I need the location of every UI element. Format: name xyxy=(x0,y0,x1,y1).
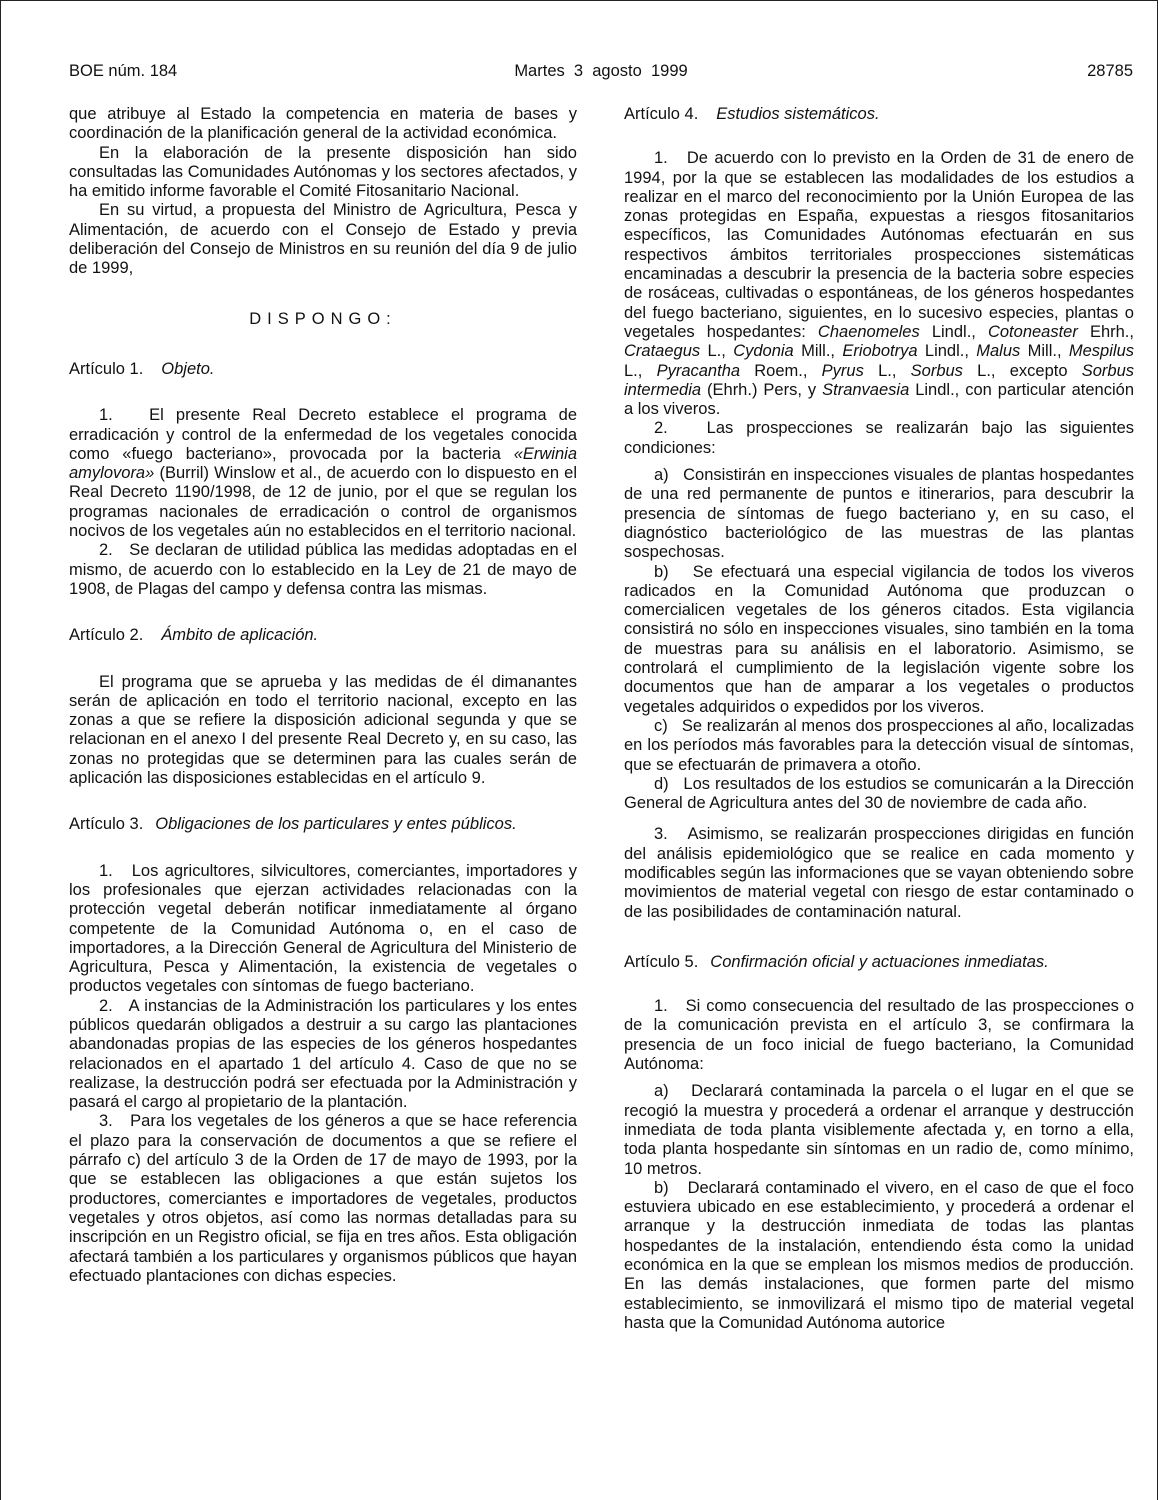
article-number: Artículo 3. xyxy=(69,815,144,834)
paragraph xyxy=(69,406,582,541)
article-1-heading xyxy=(69,360,577,379)
left-column xyxy=(69,105,582,1286)
genus-name: Malus xyxy=(976,342,1021,361)
article-title: Objeto. xyxy=(161,359,215,378)
paragraph: 2. Las prospecciones se realizarán bajo las siguientes condiciones: xyxy=(624,419,1139,457)
genus-name: Pyracantha xyxy=(656,361,741,380)
paragraph: 2. A instancias de la Administración los particulares y los entes públicos quedarán obligados a destruir a su cargo las plantaciones abandonadas propias de las especies de los géneros hospedantes relacionados en el apartado 1 del artículo 4. Caso de que no se realizase, la destrucción podrá ser efectuada por la Administración y pasará el cargo al propietario de la plantación. xyxy=(69,996,582,1112)
paragraph: c) Se realizarán al menos dos prospecciones al año, localizadas en los períodos más favorables para la detección visual de síntomas, que se efectuarán de primavera a otoño. xyxy=(624,716,1139,774)
article-4-heading xyxy=(624,105,1134,124)
paragraph: En la elaboración de la presente disposición han sido consultadas las Comunidades Autónomas y los sectores afectados, y ha emitido informe favorable el Comité Fitosanitario Nacional. xyxy=(69,143,577,201)
paragraph: a) Declarará contaminada la parcela o el lugar en el que se recogió la muestra y procederá a ordenar el arranque y destrucción inmediata de toda planta visiblemente afectada y, en torno a ella, toda planta hospedante sin síntomas en un radio de, como mínimo, 10 metros. xyxy=(624,1082,1139,1178)
paragraph: 1. Si como consecuencia del resultado de las prospecciones o de la comunicación prevista en el artículo 3, se confirmara la presencia de un foco inicial de fuego bacteriano, la Comunidad Autónoma: xyxy=(624,997,1139,1074)
paragraph: 3. Para los vegetales de los géneros a que se hace referencia el plazo para la conservación de documentos a que se refiere el párrafo c) del artículo 3 de la Orden de 17 de mayo de 1993, por la que se establecen las obligaciones a que están sujetos los productores, comerciantes e importadores de vegetales, productos vegetales y otros objetos, así como las normas detalladas para su inscripción en un Registro oficial, se fija en tres años. Esta obligación afectará también a los particulares y organismos públicos que hayan efectuado plantaciones con dichas especies. xyxy=(69,1112,582,1285)
paragraph: En su virtud, a propuesta del Ministro de Agricultura, Pesca y Alimentación, de acuerdo con el Consejo de Estado y previa deliberación del Consejo de Ministros en su reunión del día 9 de julio de 1999, xyxy=(69,201,577,278)
genus-name: Mespilus xyxy=(1068,342,1134,361)
genus-name: Pyrus xyxy=(821,361,864,380)
article-title: Confirmación oficial y actuaciones inmediatas. xyxy=(710,952,1049,971)
paragraph: b) Se efectuará una especial vigilancia de todos los viveros radicados en la Comunidad Autónoma que produzcan o comercialicen vegetales de los géneros citados. Esta vigilancia consistirá no sólo en inspecciones visuales, sino también en la toma de muestras para su análisis en el laboratorio. Asimismo, se controlará el cumplimiento de la legislación vigente sobre los documentos que han de amparar a los vegetales o productos vegetales adquiridos o expedidos por los viveros. xyxy=(624,562,1139,716)
text-run: Mill., xyxy=(793,342,843,361)
genus-name: Sorbus xyxy=(910,361,963,380)
dispongo-heading: DISPONGO: xyxy=(249,309,397,328)
genus-name: Sorbus intermedia xyxy=(624,361,1139,399)
paragraph: b) Declarará contaminado el vivero, en el caso de que el foco estuviera ubicado en ese establecimiento, y procederá a ordenar el arranque y la destrucción inmediata de todas las plantas hospedantes de la instalación, entendiendo ésta como la unidad económica en la que se emplean los mismos medios de producción. En las demás instalaciones, que formen parte del mismo establecimiento, se inmovilizará el mismo tipo de material vegetal hasta que la Comunidad Autónoma autorice xyxy=(624,1178,1139,1332)
genus-name: Cotoneaster xyxy=(987,322,1078,341)
article-title: Estudios sistemáticos. xyxy=(716,105,880,123)
header-page-number: 28785 xyxy=(1087,62,1133,80)
text-run: Lindl., xyxy=(917,342,977,361)
article-number: Artículo 5. xyxy=(624,952,699,971)
page-header xyxy=(69,62,1133,84)
article-2-heading xyxy=(69,626,577,645)
text-run: Lindl., con particular atención a los viveros. xyxy=(624,380,1139,419)
genus-name: Crataegus xyxy=(624,342,701,361)
paragraph xyxy=(624,149,1139,419)
header-publication: BOE núm. 184 xyxy=(69,62,178,80)
paragraph: d) Los resultados de los estudios se comunicarán a la Dirección General de Agricultura antes del 30 de noviembre de cada año. xyxy=(624,774,1139,813)
genus-name: Cydonia xyxy=(733,342,794,361)
paragraph: 1. Los agricultores, silvicultores, comerciantes, importadores y los profesionales que ejerzan actividades relacionadas con la protección vegetal deberán notificar inmediatamente al órgano competente de la Comunidad Autónoma o, en el caso de importadores, a la Dirección General de Agricultura del Ministerio de Agricultura, Pesca y Alimentación, la existencia de vegetales o productos vegetales con síntomas de fuego bacteriano. xyxy=(69,861,582,996)
genus-name: Stranvaesia xyxy=(822,380,910,399)
article-number: Artículo 1. xyxy=(69,359,144,378)
text-run: Ehrh., xyxy=(1077,322,1139,341)
text-run: 1. De acuerdo con lo previsto en la Orden de 31 de enero de 1994, por la que se establecen las modalidades de los estudios a realizar en el marco del reconocimiento por la Unión Europea de las zonas protegidas en España, expuestas a riesgos fitosanitarios específicos, las Comunidades Autónomas efectuarán en sus respectivos ámbitos territoriales prospecciones sistemáticas encaminadas a descubrir la presencia de la bacteria sobre especies de rosáceas, cultivadas o espontáneas, de los géneros hospedantes del fuego bacteriano, siguientes, en lo sucesivo especies, plantas o vegetales hospedantes: xyxy=(624,149,1139,341)
text-run: (Ehrh.) Pers, y xyxy=(701,380,823,399)
text-run: Mill., xyxy=(1020,342,1069,361)
article-title: Ámbito de aplicación. xyxy=(161,626,319,645)
article-3-heading xyxy=(69,815,577,834)
text-run: L., excepto xyxy=(962,361,1082,380)
genus-name: Chaenomeles xyxy=(817,322,920,341)
article-title: Obligaciones de los particulares y entes públicos. xyxy=(155,815,517,834)
header-date: Martes 3 agosto 1999 xyxy=(514,62,688,80)
paragraph: a) Consistirán en inspecciones visuales de plantas hospedantes de una red permanente de puntos e itinerarios, para descubrir la presencia de síntomas de fuego bacteriano y, en su caso, el diagnóstico bacteriológico de las muestras de las plantas sospechosas. xyxy=(624,466,1139,562)
article-5-heading xyxy=(624,953,1134,972)
right-column xyxy=(624,105,1139,1333)
text-run: 1. El presente Real Decreto establece el programa de erradicación y control de la enfermedad de los vegetales conocida como «fuego bacteriano», provocada por la bacteria xyxy=(69,406,582,463)
article-number: Artículo 2. xyxy=(69,626,144,645)
text-run: L., xyxy=(624,342,1139,380)
text-run: Roem., xyxy=(740,361,822,380)
paragraph: 2. Se declaran de utilidad pública las medidas adoptadas en el mismo, de acuerdo con lo establecido en la Ley de 21 de mayo de 1908, de Plagas del campo y defensa contra las mismas. xyxy=(69,541,582,598)
text-run: L., xyxy=(863,361,911,380)
article-number: Artículo 4. xyxy=(624,105,699,123)
paragraph: 3. Asimismo, se realizarán prospecciones dirigidas en función del análisis epidemiológico que se realice en cada momento y modificables según las informaciones que se vayan obteniendo sobre movimientos de material vegetal con riesgo de estar contaminado o de las posibilidades de contaminación natural. xyxy=(624,825,1139,921)
genus-name: Eriobotrya xyxy=(842,342,918,361)
text-run: L., xyxy=(700,342,734,361)
paragraph: El programa que se aprueba y las medidas de él dimanantes serán de aplicación en todo el territorio nacional, excepto en las zonas a que se refiere la disposición adicional segunda y que se relacionan en el anexo I del presente Real Decreto y, en su caso, las zonas no protegidas que se determinen para las cuales serán de aplicación las disposiciones establecidas en el artículo 9. xyxy=(69,672,577,788)
text-run: Lindl., xyxy=(919,322,988,341)
text-run: (Burril) Winslow et al., de acuerdo con lo dispuesto en el Real Decreto 1190/1998, de 12 de junio, por el que se regulan los programas nacionales de erradicación o control de organismos nocivos de los vegetales aún no establecidos en el territorio nacional. xyxy=(69,464,582,541)
paragraph: que atribuye al Estado la competencia en materia de bases y coordinación de la planificación general de la actividad económica. xyxy=(69,105,577,143)
species-name: «Erwinia amylovora» xyxy=(69,444,582,483)
